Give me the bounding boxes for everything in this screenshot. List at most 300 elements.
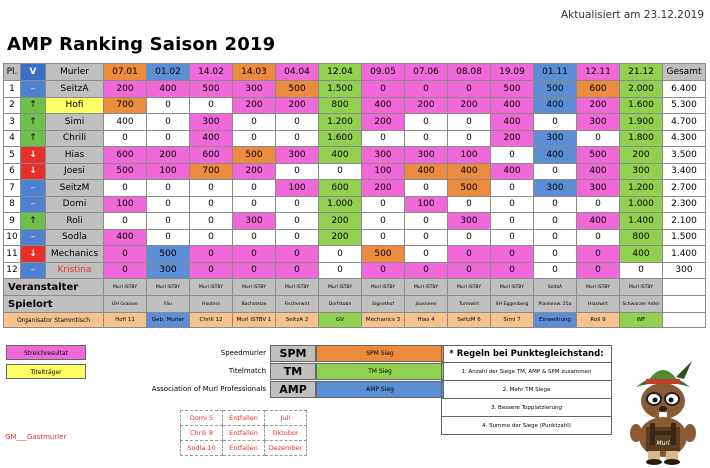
spielort-row-cell: Fäu	[147, 296, 190, 313]
score-cell: 1.500	[319, 81, 362, 98]
score-cell: 200	[233, 97, 276, 114]
player-name: Sodla	[46, 229, 104, 246]
organisator-cell: Simi 7	[491, 313, 534, 328]
score-cell: 0	[190, 196, 233, 213]
rank-position: 4	[4, 130, 21, 147]
score-cell: 0	[534, 114, 577, 131]
score-cell: 0	[276, 229, 319, 246]
organisator-cell: SeitzM 6	[448, 313, 491, 328]
header-date: 04.04	[276, 64, 319, 81]
score-cell: 300	[405, 147, 448, 164]
score-cell: 300	[577, 114, 620, 131]
score-cell: 0	[405, 114, 448, 131]
score-cell: 500	[147, 246, 190, 263]
score-cell: 400	[491, 163, 534, 180]
rank-position: 5	[4, 147, 21, 164]
score-cell: 500	[577, 147, 620, 164]
score-cell: 0	[491, 180, 534, 197]
score-cell: 0	[190, 180, 233, 197]
score-cell: 0	[362, 130, 405, 147]
total-score: 3.500	[663, 147, 706, 164]
score-cell: 100	[276, 180, 319, 197]
score-cell: 1.600	[319, 130, 362, 147]
score-cell: 0	[491, 229, 534, 246]
score-cell: 1.000	[319, 196, 362, 213]
score-cell: 500	[491, 81, 534, 98]
score-cell: 0	[233, 246, 276, 263]
missed-cell: Dezember	[265, 441, 307, 456]
score-cell: 0	[276, 196, 319, 213]
total-score: 1.500	[663, 229, 706, 246]
total-score: 6.400	[663, 81, 706, 98]
score-cell: 0	[577, 196, 620, 213]
trend-arrow-icon: ↑	[21, 114, 46, 131]
score-cell: 200	[620, 147, 663, 164]
organisator-cell: Hofi 11	[104, 313, 147, 328]
page-title: AMP Ranking Saison 2019	[7, 34, 276, 55]
veranstalter-row-cell: Murl ISTBY	[405, 279, 448, 296]
header-date: 07.01	[104, 64, 147, 81]
spielort-row-cell: Jausnerei	[405, 296, 448, 313]
score-cell: 300	[620, 163, 663, 180]
player-name: Roli	[46, 213, 104, 230]
table-row	[4, 262, 706, 279]
score-cell: 0	[620, 262, 663, 279]
legend-spm-abbr: SPM	[270, 345, 316, 362]
score-cell: 200	[104, 81, 147, 98]
score-cell: 0	[448, 114, 491, 131]
table-row	[4, 246, 706, 263]
trend-arrow-icon: ↓	[21, 163, 46, 180]
table-row	[4, 213, 706, 230]
score-cell: 0	[577, 229, 620, 246]
score-cell: 0	[405, 213, 448, 230]
rank-position: 11	[4, 246, 21, 263]
player-name: Hofi	[46, 97, 104, 114]
spielort-row-empty	[663, 296, 706, 313]
score-cell: 300	[233, 213, 276, 230]
score-cell: 400	[491, 97, 534, 114]
score-cell: 1.900	[620, 114, 663, 131]
score-cell: 2.000	[620, 81, 663, 98]
player-name: Kristina	[46, 262, 104, 279]
score-cell: 200	[362, 114, 405, 131]
score-cell: 0	[491, 147, 534, 164]
score-cell: 0	[577, 130, 620, 147]
missed-cell: Entfallen	[223, 441, 265, 456]
score-cell: 400	[104, 229, 147, 246]
organisator-label: Organisator Stammtisch	[4, 313, 104, 328]
header-gesamt: Gesamt	[663, 64, 706, 81]
score-cell: 0	[190, 97, 233, 114]
groundhog-mascot-icon	[618, 357, 708, 465]
legend-speedmurler-text: Speedmurler	[220, 349, 266, 357]
organisator-cell: GV	[319, 313, 362, 328]
score-cell: 0	[104, 180, 147, 197]
rank-position: 6	[4, 163, 21, 180]
spielort-row-cell: Hooters	[190, 296, 233, 313]
score-cell: 500	[276, 81, 319, 98]
veranstalter-row-cell: Murl ISTBY	[104, 279, 147, 296]
score-cell: 0	[233, 130, 276, 147]
spielort-row-label: Spielort	[4, 296, 104, 313]
gastmurler-note: GM___Gastmurler	[5, 433, 67, 441]
header-date: 19.09	[491, 64, 534, 81]
score-cell: 0	[448, 229, 491, 246]
score-cell: 0	[147, 130, 190, 147]
score-cell: 500	[362, 246, 405, 263]
spielort-row-cell: Bachstelze	[233, 296, 276, 313]
rank-position: 7	[4, 180, 21, 197]
score-cell: 800	[319, 97, 362, 114]
score-cell: 300	[448, 213, 491, 230]
score-cell: 1.200	[620, 180, 663, 197]
missed-cell: Entfallen	[223, 426, 265, 441]
score-cell: 300	[276, 147, 319, 164]
score-cell: 0	[448, 246, 491, 263]
score-cell: 1.800	[620, 130, 663, 147]
score-cell: 300	[577, 180, 620, 197]
score-cell: 0	[534, 213, 577, 230]
score-cell: 400	[190, 130, 233, 147]
header-date: 14.03	[233, 64, 276, 81]
score-cell: 1.400	[620, 213, 663, 230]
spielort-row-cell: GH Grasser	[104, 296, 147, 313]
table-row	[4, 114, 706, 131]
spielort-row-cell: SH Eggenberg	[491, 296, 534, 313]
spielort-row	[4, 296, 706, 313]
score-cell: 200	[319, 229, 362, 246]
score-cell: 0	[534, 229, 577, 246]
score-cell: 300	[233, 81, 276, 98]
player-name: Simi	[46, 114, 104, 131]
total-score: 300	[663, 262, 706, 279]
score-cell: 0	[534, 196, 577, 213]
veranstalter-row-cell: Murl ISTBY	[276, 279, 319, 296]
trend-arrow-icon: –	[21, 180, 46, 197]
spielort-row-cell: Dorfstubn	[319, 296, 362, 313]
score-cell: 0	[233, 262, 276, 279]
score-cell: 0	[491, 196, 534, 213]
header-trend: V	[21, 64, 46, 81]
score-cell: 0	[448, 196, 491, 213]
score-cell: 0	[362, 213, 405, 230]
score-cell: 500	[448, 180, 491, 197]
player-name: SeitzM	[46, 180, 104, 197]
rank-position: 9	[4, 213, 21, 230]
missed-row	[181, 441, 307, 456]
rule-item: 4. Summe der Siege (Punktzahl)	[442, 417, 612, 435]
score-cell: 0	[319, 246, 362, 263]
score-cell: 400	[534, 147, 577, 164]
header-pl: Pl.	[4, 64, 21, 81]
table-row	[4, 97, 706, 114]
total-score: 3.400	[663, 163, 706, 180]
veranstalter-row-cell: SeitzA	[534, 279, 577, 296]
score-cell: 300	[534, 130, 577, 147]
total-score: 4.700	[663, 114, 706, 131]
score-cell: 600	[190, 147, 233, 164]
score-cell: 0	[362, 196, 405, 213]
legend-spm-sieg: SPM Sieg	[316, 345, 444, 362]
total-score: 2.700	[663, 180, 706, 197]
score-cell: 0	[405, 246, 448, 263]
header-date: 12.11	[577, 64, 620, 81]
score-cell: 0	[147, 114, 190, 131]
score-cell: 200	[448, 97, 491, 114]
rank-position: 10	[4, 229, 21, 246]
score-cell: 300	[190, 114, 233, 131]
player-name: Chrili	[46, 130, 104, 147]
score-cell: 100	[104, 196, 147, 213]
score-cell: 0	[491, 262, 534, 279]
score-cell: 400	[577, 163, 620, 180]
missed-events-table	[180, 410, 307, 456]
total-score: 1.400	[663, 246, 706, 263]
score-cell: 300	[534, 180, 577, 197]
rank-position: 8	[4, 196, 21, 213]
score-cell: 0	[362, 81, 405, 98]
organisator-cell: Mechanics 3	[362, 313, 405, 328]
score-cell: 0	[276, 114, 319, 131]
rule-item: 1. Anzahl der Siege TM, AMP & SPM zusammen	[442, 363, 612, 381]
score-cell: 400	[405, 163, 448, 180]
score-cell: 0	[233, 114, 276, 131]
total-score: 2.100	[663, 213, 706, 230]
score-cell: 0	[233, 180, 276, 197]
organisator-cell: Hias 4	[405, 313, 448, 328]
score-cell: 0	[448, 81, 491, 98]
missed-cell: Juli	[265, 411, 307, 426]
score-cell: 200	[147, 147, 190, 164]
trend-arrow-icon: –	[21, 196, 46, 213]
score-cell: 100	[362, 163, 405, 180]
score-cell: 200	[491, 130, 534, 147]
organisator-cell: SeitzA 2	[276, 313, 319, 328]
score-cell: 0	[276, 163, 319, 180]
spielort-row-cell: Turmwirt	[448, 296, 491, 313]
missed-row	[181, 411, 307, 426]
trend-arrow-icon: ↑	[21, 213, 46, 230]
score-cell: 400	[620, 246, 663, 263]
missed-cell: Domi 5	[181, 411, 223, 426]
legend-titelmatch-text: Titelmatch	[228, 367, 266, 375]
score-cell: 400	[577, 213, 620, 230]
score-cell: 200	[577, 97, 620, 114]
trend-arrow-icon: ↑	[21, 130, 46, 147]
score-cell: 0	[362, 262, 405, 279]
header-date: 08.08	[448, 64, 491, 81]
legend-tm-sieg: TM Sieg	[316, 363, 444, 380]
score-cell: 1.200	[319, 114, 362, 131]
table-row	[4, 147, 706, 164]
score-cell: 0	[362, 229, 405, 246]
score-cell: 0	[104, 262, 147, 279]
score-cell: 0	[276, 130, 319, 147]
veranstalter-row-cell: Murl ISTBY	[233, 279, 276, 296]
header-date: 14.02	[190, 64, 233, 81]
header-date: 01.11	[534, 64, 577, 81]
veranstalter-row-cell: Murl ISTBY	[448, 279, 491, 296]
score-cell: 400	[319, 147, 362, 164]
legend-titeltraeger: Titelträger	[6, 364, 86, 379]
score-cell: 0	[104, 213, 147, 230]
score-cell: 0	[190, 246, 233, 263]
table-row	[4, 163, 706, 180]
score-cell: 600	[577, 81, 620, 98]
score-cell: 0	[276, 246, 319, 263]
score-cell: 0	[405, 81, 448, 98]
legend-tm-abbr: TM	[270, 363, 316, 380]
header-date: 09.05	[362, 64, 405, 81]
trend-arrow-icon: –	[21, 262, 46, 279]
spielort-row-cell: Signethof	[362, 296, 405, 313]
veranstalter-row-cell: Murl ISTBY	[620, 279, 663, 296]
legend-amp-sieg: AMP Sieg	[316, 381, 444, 398]
player-name: Domi	[46, 196, 104, 213]
total-score: 4.300	[663, 130, 706, 147]
trend-arrow-icon: ↓	[21, 246, 46, 263]
score-cell: 0	[405, 180, 448, 197]
rank-position: 1	[4, 81, 21, 98]
score-cell: 0	[233, 229, 276, 246]
score-cell: 200	[276, 97, 319, 114]
header-name: Murler	[46, 64, 104, 81]
score-cell: 0	[319, 262, 362, 279]
score-cell: 0	[147, 229, 190, 246]
veranstalter-row-empty	[663, 279, 706, 296]
missed-cell: Sodla 10	[181, 441, 223, 456]
organisator-cell: Einweihung	[534, 313, 577, 328]
rank-position: 2	[4, 97, 21, 114]
veranstalter-row-cell: Murl ISTBY	[190, 279, 233, 296]
trend-arrow-icon: –	[21, 81, 46, 98]
score-cell: 100	[147, 163, 190, 180]
veranstalter-row-cell: Murl ISTBY	[577, 279, 620, 296]
score-cell: 400	[147, 81, 190, 98]
table-row	[4, 180, 706, 197]
score-cell: 100	[448, 147, 491, 164]
score-cell: 400	[534, 97, 577, 114]
score-cell: 600	[104, 147, 147, 164]
score-cell: 1.600	[620, 97, 663, 114]
header-date: 07.06	[405, 64, 448, 81]
veranstalter-row-cell: Murl ISTBY	[491, 279, 534, 296]
header-date: 12.04	[319, 64, 362, 81]
score-cell: 0	[448, 130, 491, 147]
score-cell: 0	[534, 163, 577, 180]
player-name: SeitzA	[46, 81, 104, 98]
score-cell: 400	[104, 114, 147, 131]
veranstalter-row-cell: Murl ISTBY	[319, 279, 362, 296]
player-name: Joesi	[46, 163, 104, 180]
score-cell: 0	[491, 213, 534, 230]
score-cell: 0	[577, 262, 620, 279]
score-cell: 0	[319, 163, 362, 180]
score-cell: 0	[147, 180, 190, 197]
score-cell: 500	[190, 81, 233, 98]
trend-arrow-icon: –	[21, 229, 46, 246]
score-cell: 0	[534, 246, 577, 263]
tie-rules-table	[441, 345, 612, 435]
missed-cell: Chrili 8	[181, 426, 223, 441]
score-cell: 0	[233, 196, 276, 213]
organisator-cell: WF	[620, 313, 663, 328]
score-cell: 0	[577, 246, 620, 263]
organisator-row	[4, 313, 706, 328]
score-cell: 0	[405, 262, 448, 279]
missed-cell: Entfallen	[223, 411, 265, 426]
score-cell: 0	[491, 246, 534, 263]
player-name: Hias	[46, 147, 104, 164]
veranstalter-row-label: Veranstalter	[4, 279, 104, 296]
updated-date: Aktualisiert am 23.12.2019	[560, 9, 704, 21]
score-cell: 0	[448, 262, 491, 279]
score-cell: 500	[233, 147, 276, 164]
score-cell: 300	[147, 262, 190, 279]
legend-amp-text: Association of Murl Professionals	[151, 385, 266, 393]
rule-item: 3. Bessere Topplatzierung	[442, 399, 612, 417]
score-cell: 0	[276, 262, 319, 279]
veranstalter-row-cell: Murl ISTBY	[362, 279, 405, 296]
spielort-row-cell: Fischerwirt	[276, 296, 319, 313]
score-cell: 200	[319, 213, 362, 230]
ranking-table	[3, 63, 706, 328]
score-cell: 0	[190, 229, 233, 246]
spielort-row-cell: Schwarzer Adler	[620, 296, 663, 313]
legend-streichresultat: Streichresultat	[6, 345, 86, 360]
trend-arrow-icon: ↑	[21, 97, 46, 114]
trend-arrow-icon: ↓	[21, 147, 46, 164]
score-cell: 0	[190, 213, 233, 230]
score-cell: 800	[620, 229, 663, 246]
rank-position: 3	[4, 114, 21, 131]
score-cell: 400	[448, 163, 491, 180]
score-cell: 1.000	[620, 196, 663, 213]
table-row	[4, 196, 706, 213]
table-row	[4, 229, 706, 246]
spielort-row-cell: Plankenw. 25a	[534, 296, 577, 313]
score-cell: 500	[104, 163, 147, 180]
missed-cell: Oktober	[265, 426, 307, 441]
score-cell: 400	[362, 97, 405, 114]
rules-title: * Regeln bei Punktegleichstand:	[442, 346, 612, 363]
table-row	[4, 81, 706, 98]
veranstalter-row-cell: Murl ISTBY	[147, 279, 190, 296]
mascot-label: Murl	[656, 440, 670, 447]
organisator-cell: Chrili 12	[190, 313, 233, 328]
veranstalter-row	[4, 279, 706, 296]
rank-position: 12	[4, 262, 21, 279]
player-name: Mechanics	[46, 246, 104, 263]
organisator-empty	[663, 313, 706, 328]
total-score: 5.300	[663, 97, 706, 114]
score-cell: 0	[534, 262, 577, 279]
missed-row	[181, 426, 307, 441]
score-cell: 0	[147, 213, 190, 230]
score-cell: 200	[405, 97, 448, 114]
score-cell: 0	[405, 130, 448, 147]
score-cell: 600	[319, 180, 362, 197]
score-cell: 200	[233, 163, 276, 180]
score-cell: 300	[362, 147, 405, 164]
score-cell: 0	[405, 229, 448, 246]
rule-item: 2. Mehr TM Siege	[442, 381, 612, 399]
score-cell: 100	[405, 196, 448, 213]
score-cell: 0	[147, 196, 190, 213]
score-cell: 0	[147, 97, 190, 114]
organisator-cell: Geb. Murler	[147, 313, 190, 328]
